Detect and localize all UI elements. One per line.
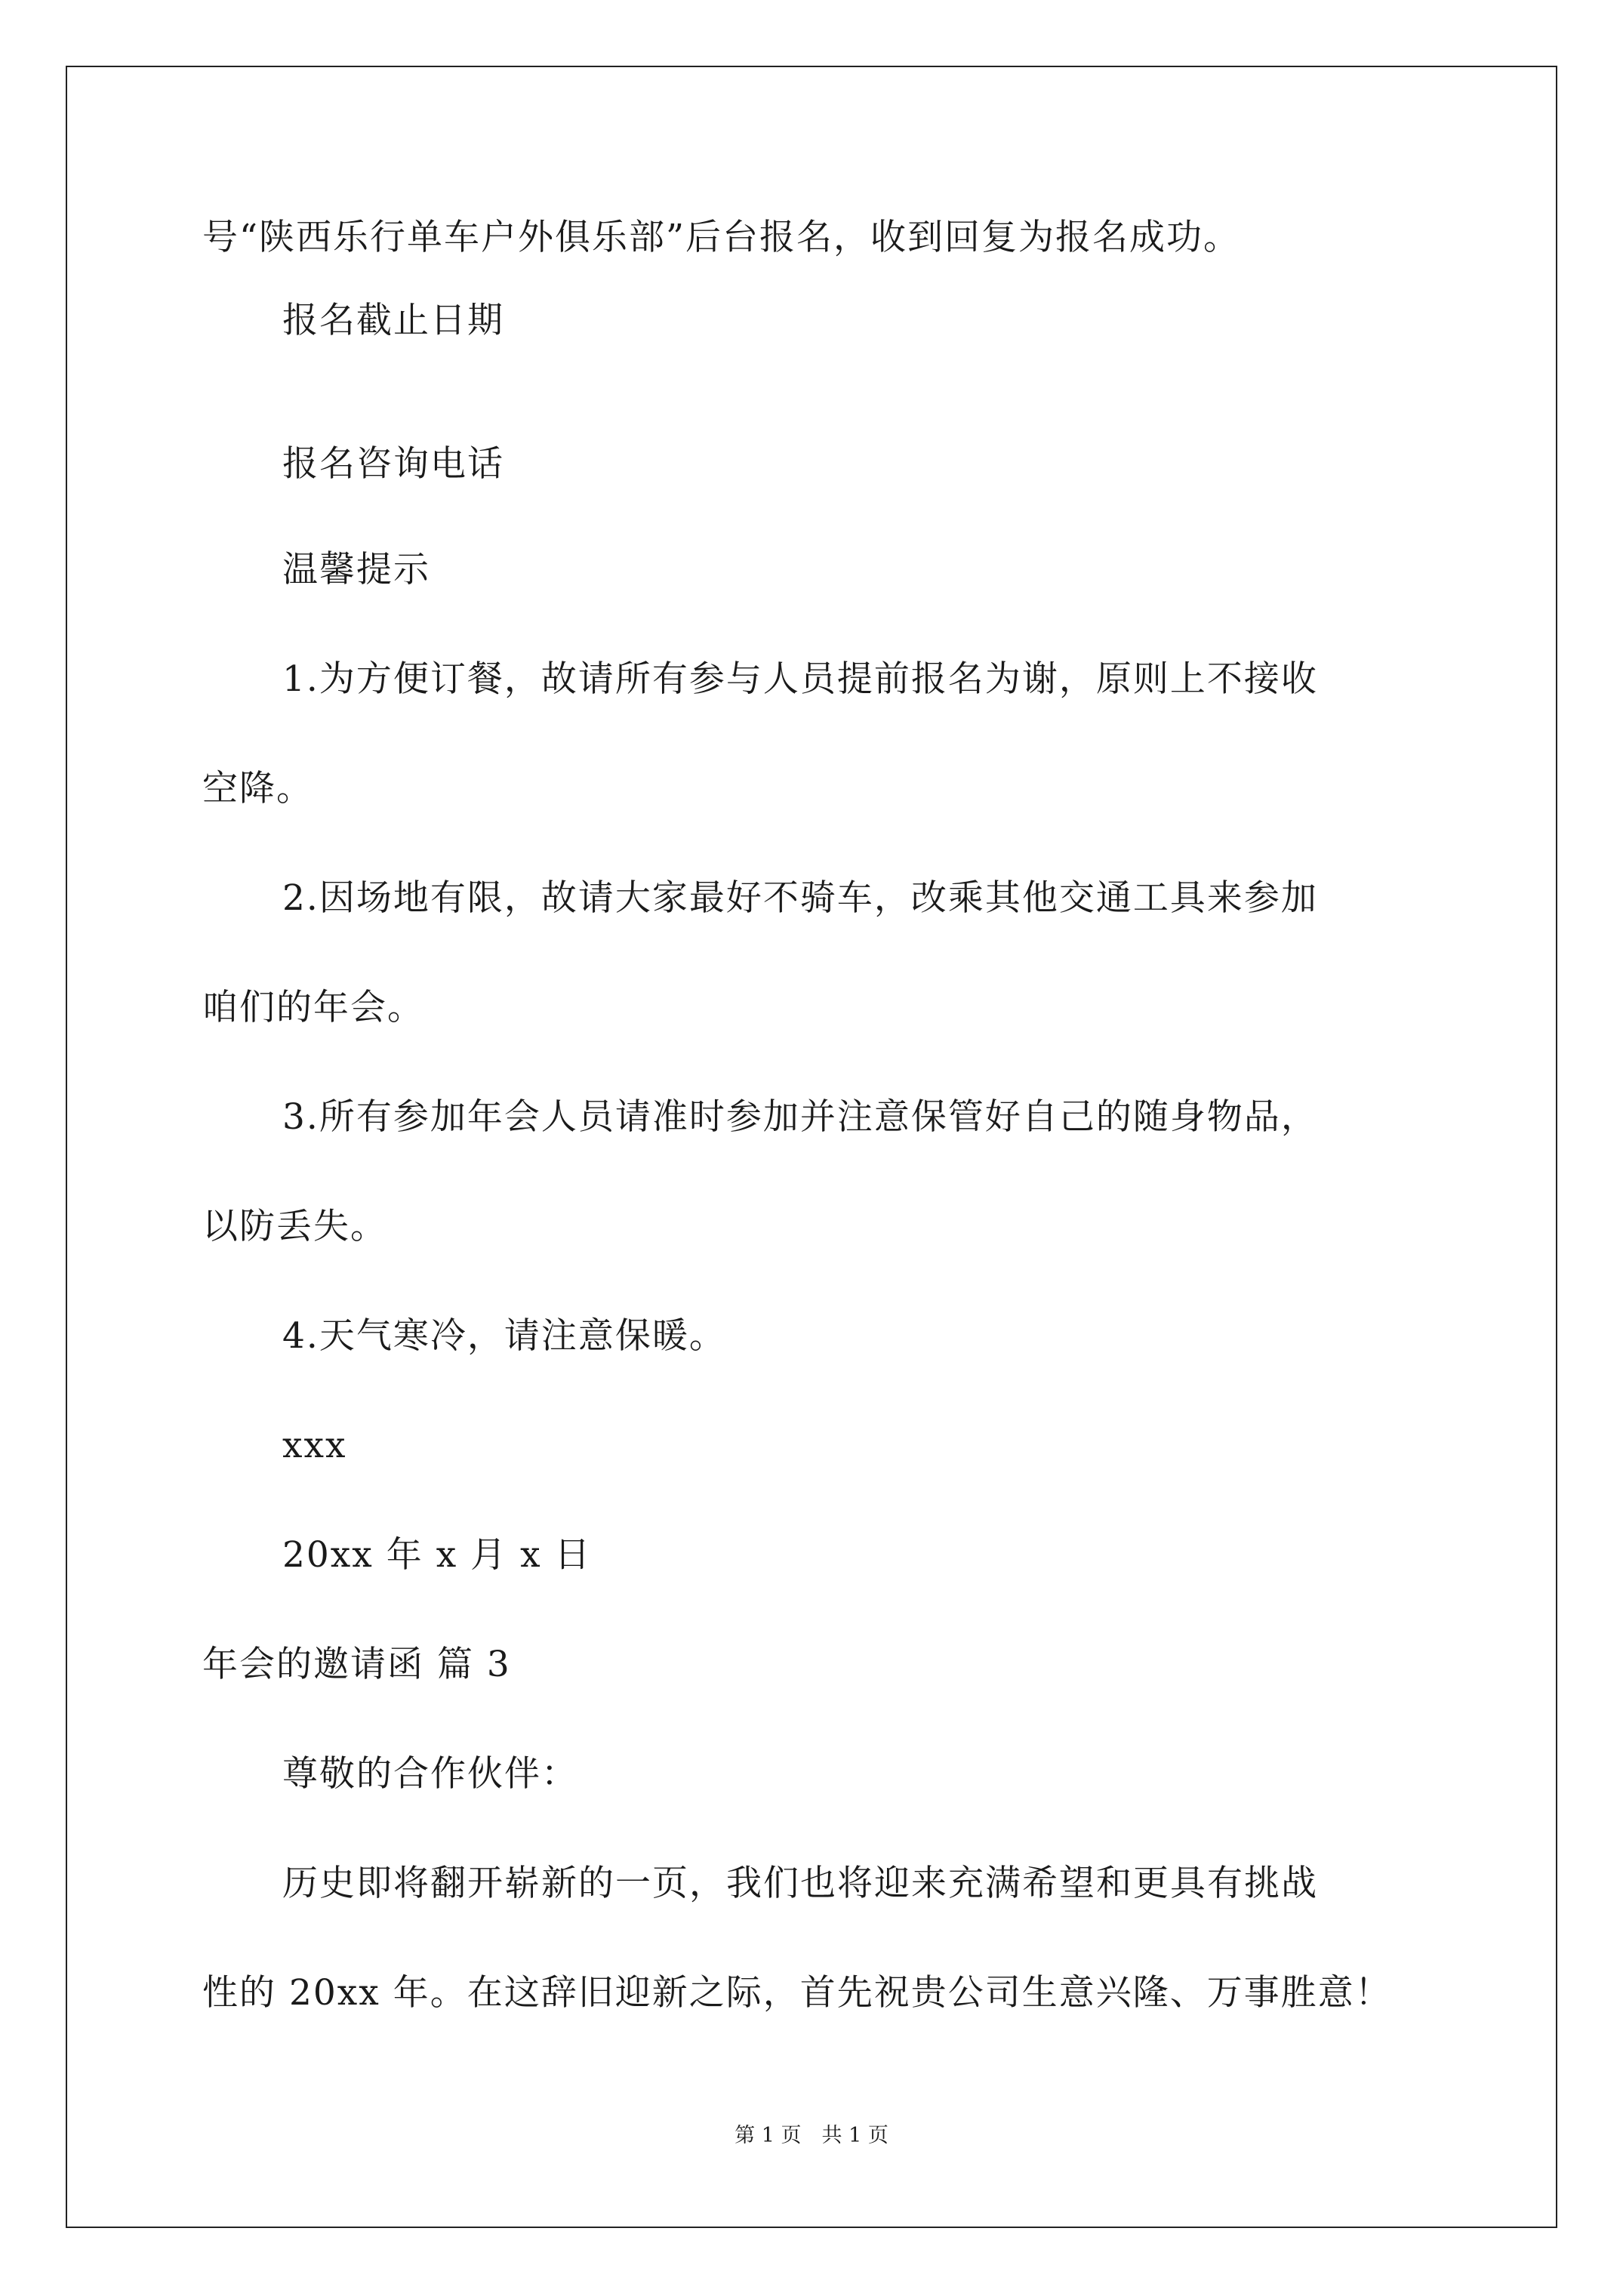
tip-1-line-1: 1.为方便订餐，故请所有参与人员提前报名为谢，原则上不接收 (282, 658, 1318, 700)
section-title: 年会的邀请函 篇 3 (202, 1644, 511, 1685)
heading-signup-deadline: 报名截止日期 (282, 300, 504, 341)
heading-signup-phone: 报名咨询电话 (282, 443, 504, 485)
tip-1-line-2: 空降。 (202, 768, 313, 809)
heading-tips: 温馨提示 (282, 549, 430, 590)
body-paragraph-line-2: 性的 20xx 年。在这辞旧迎新之际，首先祝贵公司生意兴隆、万事胜意！ (202, 1972, 1392, 2014)
paragraph-line-signup-method: 号“陕西乐行单车户外俱乐部”后台报名，收到回复为报名成功。 (202, 217, 1241, 258)
tip-2-line-1: 2.因场地有限，故请大家最好不骑车，改乘其他交通工具来参加 (282, 877, 1318, 919)
signature-name: xxx (282, 1425, 347, 1466)
tip-2-line-2: 咱们的年会。 (202, 987, 424, 1028)
signature-date: 20xx 年 x 月 x 日 (282, 1534, 592, 1576)
tip-3-line-1: 3.所有参加年会人员请准时参加并注意保管好自己的随身物品， (282, 1096, 1318, 1138)
tip-4: 4.天气寒冷，请注意保暖。 (282, 1315, 726, 1357)
tip-3-line-2: 以防丢失。 (202, 1206, 387, 1247)
body-paragraph-line-1: 历史即将翻开崭新的一页，我们也将迎来充满希望和更具有挑战 (282, 1863, 1318, 1904)
page-number-footer: 第 1 页 共 1 页 (735, 2124, 888, 2147)
salutation: 尊敬的合作伙伴： (282, 1753, 578, 1795)
